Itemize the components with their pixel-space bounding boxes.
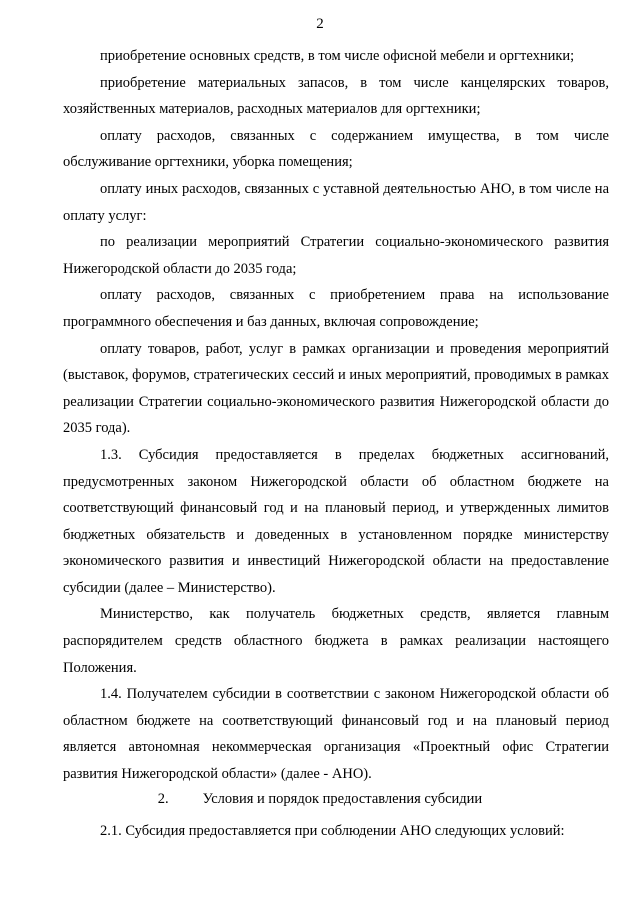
paragraph: 1.4. Получателем субсидии в соответствии с законом Нижегородской области об областном бюджете на соответствующий финансовый год и на плановый период является автономная некоммерческая организация «Проектный офис Стратегии развития Нижегородской области» (далее - АНО). — [63, 686, 609, 783]
paragraph: приобретение основных средств, в том числе офисной мебели и оргтехники; — [100, 48, 575, 64]
paragraph: оплату иных расходов, связанных с уставной деятельностью АНО, в том числе на оплату услуг: — [63, 180, 609, 224]
section-body — [63, 818, 609, 845]
section-heading — [0, 786, 640, 812]
section-number: 2. — [157, 791, 169, 807]
paragraph: по реализации мероприятий Стратегии социально-экономического развития Нижегородской области до 2035 года; — [63, 234, 609, 277]
paragraph: оплату товаров, работ, услуг в рамках организации и проведения мероприятий (выставок, форумов, стратегических сессий и иных мероприятий, проводимых в рамках реализации Стратегии социально-экономического развития Нижегородской области до 2035 года). — [63, 340, 609, 437]
paragraph: оплату расходов, связанных с содержанием имущества, в том числе обслуживание оргтехники, уборка помещения; — [63, 127, 609, 171]
paragraph: 2.1. Субсидия предоставляется при соблюдении АНО следующих условий: — [100, 823, 565, 839]
paragraph: 1.3. Субсидия предоставляется в пределах бюджетных ассигнований, предусмотренных законом Нижегородской области об областном бюджете на соответствующий финансовый год и на плановый период, и утвержденных лимитов бюджетных обязательств и доведенных в установленном порядке министерству экономического развития и инвестиций Нижегородской области на предоставление субсидии (далее – Министерство). — [63, 446, 609, 596]
page-number: 2 — [316, 16, 324, 32]
paragraph: приобретение материальных запасов, в том числе канцелярских товаров, хозяйственных материалов, расходных материалов для оргтехники; — [63, 74, 609, 118]
document-body — [63, 43, 609, 788]
section-title: Условия и порядок предоставления субсидии — [202, 791, 483, 807]
paragraph: Министерство, как получатель бюджетных средств, является главным распорядителем средств областного бюджета в рамках реализации настоящего Положения. — [63, 606, 609, 676]
paragraph: оплату расходов, связанных с приобретением права на использование программного обеспечения и баз данных, включая сопровождение; — [63, 287, 609, 330]
